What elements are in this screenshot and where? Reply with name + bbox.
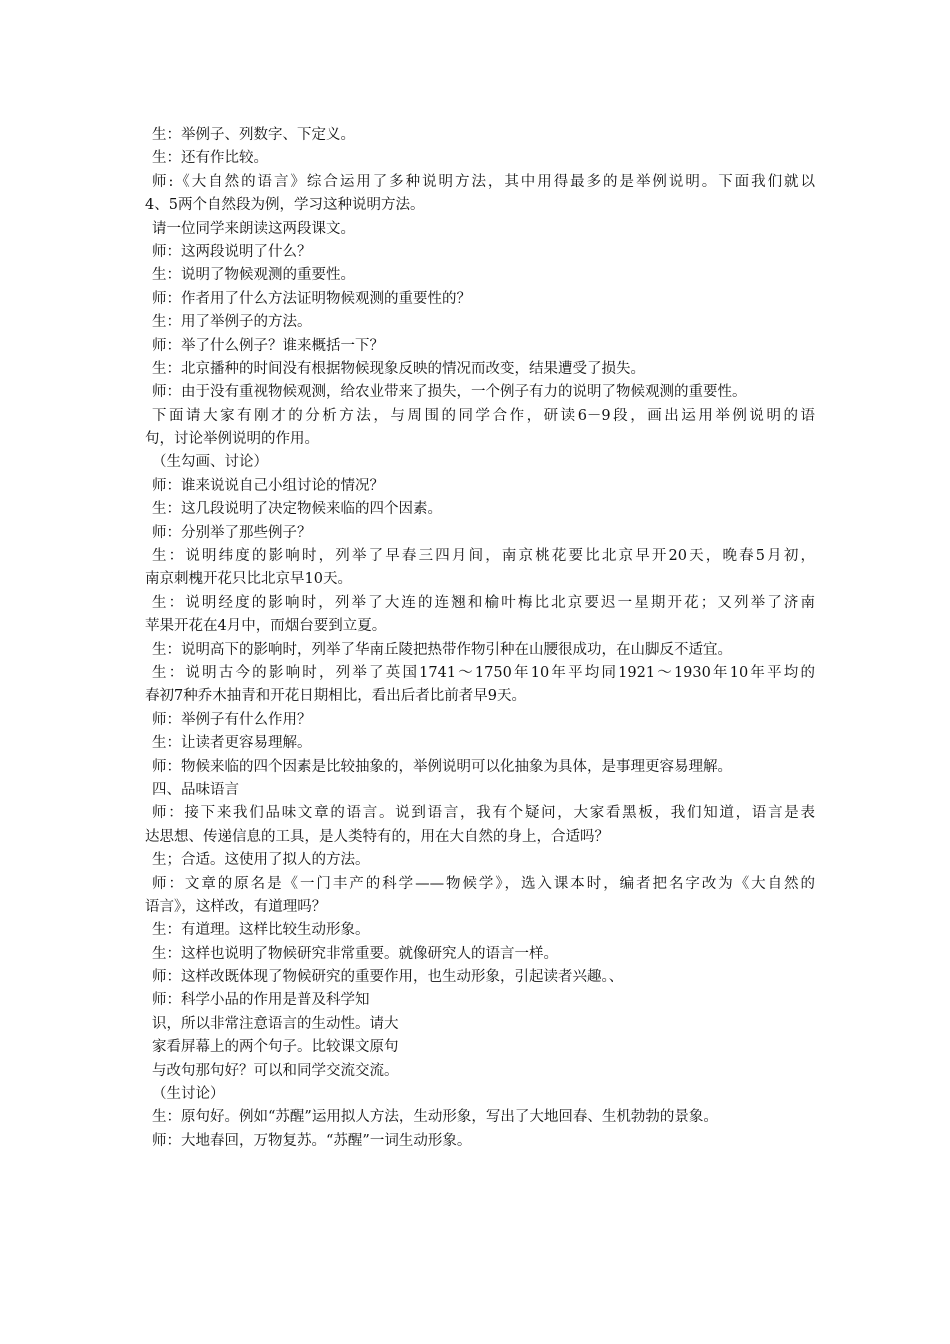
text-line: 生：这样也说明了物候研究非常重要。就像研究人的语言一样。 [152, 945, 558, 962]
text-line: 与改句那句好？可以和同学交流交流。 [152, 1062, 399, 1079]
text-line: 师：文章的原名是《一门丰产的科学——物候学》，选入课本时，编者把名字改为《大自然的 [152, 875, 815, 892]
text-line: 生：说明经度的影响时，列举了大连的连翘和榆叶梅比北京要迟一星期开花；又列举了济南 [152, 594, 815, 611]
text-line: 生：说明纬度的影响时，列举了早春三四月间，南京桃花要比北京早开20天，晚春5月初， [152, 548, 815, 565]
text-line: 生：说明高下的影响时，列举了华南丘陵把热带作物引种在山腰很成功，在山脚反不适宜。 [152, 641, 732, 658]
text-line: 生：这几段说明了决定物候来临的四个因素。 [152, 501, 442, 518]
text-line: 生：北京播种的时间没有根据物候现象反映的情况而改变，结果遭受了损失。 [152, 360, 645, 377]
text-line: 生；合适。这使用了拟人的方法。 [152, 852, 370, 869]
text-line: 4、5两个自然段为例，学习这种说明方法。 [145, 197, 425, 214]
text-line: 春初7种乔木抽青和开花日期相比，看出后者比前者早9天。 [145, 688, 526, 705]
text-line: 生：说明古今的影响时，列举了英国1741～1750年10年平均同1921～1930年10年平均的 [152, 664, 815, 681]
text-line: 师：这样改既体现了物候研究的重要作用，也生动形象，引起读者兴趣。、 [152, 969, 624, 986]
text-line: 师：由于没有重视物候观测，给农业带来了损失，一个例子有力的说明了物候观测的重要性。 [152, 384, 747, 401]
text-line: 师：接下来我们品味文章的语言。说到语言，我有个疑问，大家看黑板，我们知道，语言是表 [152, 805, 815, 822]
text-line: 南京刺槐开花只比北京早10天。 [145, 571, 352, 588]
text-line: （生勾画、讨论） [152, 454, 268, 471]
text-line: 语言》，这样改，有道理吗？ [145, 898, 327, 915]
text-line: 下面请大家有刚才的分析方法，与周围的同学合作，研读6－9段，画出运用举例说明的语 [152, 407, 815, 424]
text-line: 师:《大自然的语言》综合运用了多种说明方法，其中用得最多的是举例说明。下面我们就以 [152, 173, 815, 190]
text-line: 苹果开花在4月中，而烟台要到立夏。 [145, 618, 387, 635]
text-line: 请一位同学来朗读这两段课文。 [152, 220, 355, 237]
text-line: 识，所以非常注意语言的生动性。请大 [152, 1015, 399, 1032]
text-line: 师：科学小品的作用是普及科学知 [152, 992, 370, 1009]
text-line: 生：还有作比较。 [152, 150, 268, 167]
text-line: 师：作者用了什么方法证明物候观测的重要性的？ [152, 290, 471, 307]
text-line: 家看屏幕上的两个句子。比较课文原句 [152, 1039, 399, 1056]
text-line: 四、品味语言 [152, 781, 239, 798]
text-line: 师：举了什么例子？谁来概括一下？ [152, 337, 384, 354]
text-line: 师：谁来说说自己小组讨论的情况？ [152, 477, 384, 494]
text-line: 师：物候来临的四个因素是比较抽象的，举例说明可以化抽象为具体，是事理更容易理解。 [152, 758, 732, 775]
text-line: 生：原句好。例如“苏醒”运用拟人方法，生动形象，写出了大地回春、生机勃勃的景象。 [152, 1109, 718, 1126]
text-line: 师：举例子有什么作用？ [152, 711, 312, 728]
text-line: 生：有道理。这样比较生动形象。 [152, 922, 370, 939]
text-line: 句，讨论举例说明的作用。 [145, 431, 319, 448]
text-line: 达思想、传递信息的工具，是人类特有的，用在大自然的身上，合适吗？ [145, 828, 609, 845]
text-line: 生：举例子、列数字、下定义。 [152, 127, 355, 143]
text-line: 生：说明了物候观测的重要性。 [152, 267, 355, 284]
text-line: （生讨论） [152, 1086, 225, 1103]
text-line: 师：大地春回，万物复苏。“苏醒”一词生动形象。 [152, 1132, 472, 1149]
text-line: 师：这两段说明了什么？ [152, 243, 312, 260]
text-line: 生：用了举例子的方法。 [152, 314, 312, 331]
text-line: 生：让读者更容易理解。 [152, 735, 312, 752]
text-line: 师：分别举了那些例子？ [152, 524, 312, 541]
document-body [145, 124, 815, 1153]
